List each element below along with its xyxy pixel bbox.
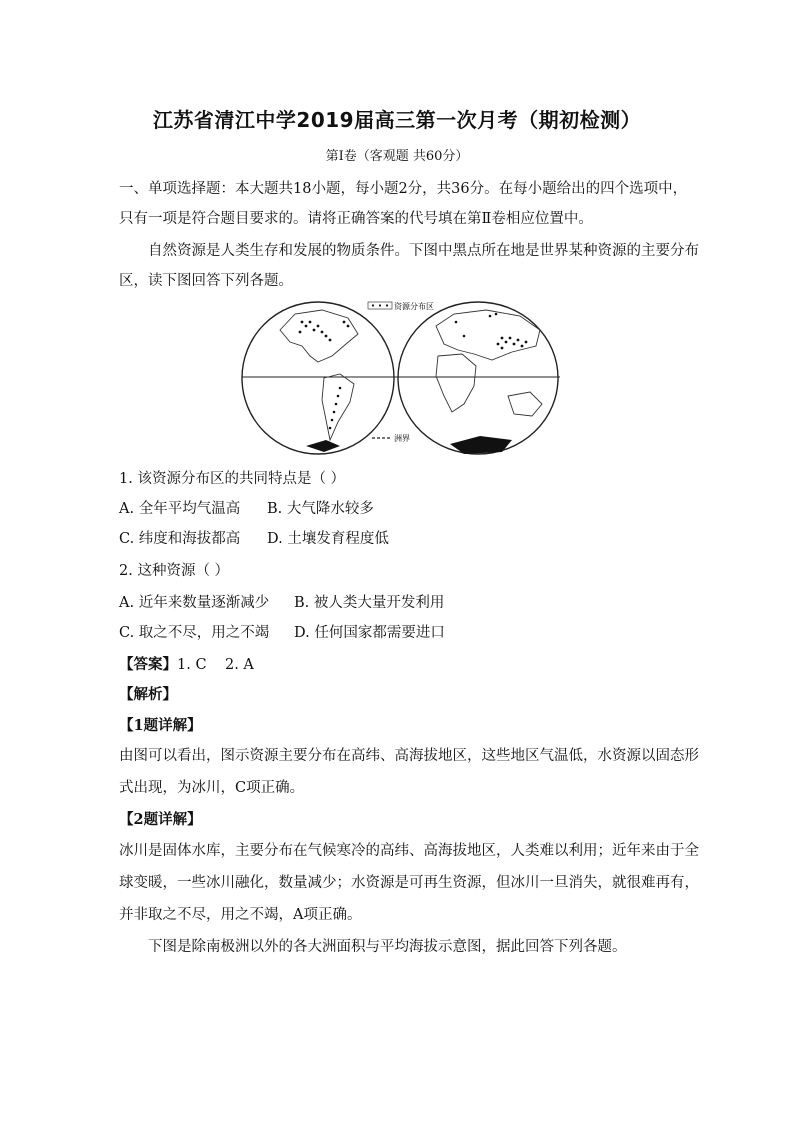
north-america-outline (280, 310, 358, 362)
africa-outline (436, 354, 476, 412)
world-map-figure (240, 300, 562, 456)
answer-text: 1. C 2. A (177, 657, 254, 673)
passage-line-1: 自然资源是人类生存和发展的物质条件。下图中黑点所在地是世界某种资源的主要分布 (148, 243, 699, 259)
detail-2-label: 【2题详解】 (119, 811, 202, 828)
australia-outline (508, 392, 542, 416)
antarctica-west-resource (306, 440, 340, 452)
detail-1-line-2: 式出现，为冰川，C项正确。 (119, 780, 305, 796)
resource-legend-label: 资源分布区 (394, 302, 434, 311)
instruction-line-2: 只有一项是符合题目要求的。请将正确答案的代号填在第Ⅱ卷相应位置中。 (119, 211, 593, 227)
analysis-label: 【解析】 (119, 686, 177, 703)
question-1-option-c: C. 纬度和海拔都高 (119, 531, 241, 547)
south-america-outline (322, 374, 354, 440)
eurasia-outline (436, 310, 540, 360)
question-2-stem: 2. 这种资源（ ） (119, 563, 230, 579)
answer-label: 【答案】 (119, 656, 177, 673)
answer-line (119, 656, 254, 674)
instruction-line-1: 一、单项选择题：本大题共18小题，每小题2分，共36分。在每小题给出的四个选项中， (119, 181, 688, 197)
detail-2-line-2: 球变暖，一些冰川融化，数量减少；水资源是可再生资源，但冰川一旦消失，就很难再有， (119, 875, 699, 891)
question-2-option-c: C. 取之不尽，用之不竭 (119, 625, 270, 641)
question-2-option-b: B. 被人类大量开发利用 (294, 595, 445, 611)
section-subtitle: 第I卷（客观题 共60分） (325, 149, 469, 164)
resource-dots (299, 313, 528, 430)
question-1-option-a: A. 全年平均气温高 (119, 501, 241, 517)
document-title: 江苏省清江中学2019届高三第一次月考（期初检测） (152, 108, 642, 132)
next-question-intro: 下图是除南极洲以外的各大洲面积与平均海拔示意图，据此回答下列各题。 (148, 939, 627, 955)
boundary-legend-label: 洲界 (394, 434, 410, 443)
question-2-option-a: A. 近年来数量逐渐减少 (119, 595, 270, 611)
eastern-hemisphere (398, 302, 558, 454)
question-2-option-d: D. 任何国家都需要进口 (294, 625, 445, 641)
detail-1-label: 【1题详解】 (119, 717, 202, 734)
detail-2-line-1: 冰川是固体水库，主要分布在气候寒冷的高纬、高海拔地区，人类难以利用；近年来由于全 (119, 843, 699, 859)
detail-1-line-1: 由图可以看出，图示资源主要分布在高纬、高海拔地区，这些地区气温低，水资源以固态形 (119, 748, 699, 764)
question-1-option-d: D. 土壤发育程度低 (267, 531, 389, 547)
antarctica-east-resource (450, 436, 512, 454)
detail-2-line-3: 并非取之不尽，用之不竭，A项正确。 (119, 907, 362, 923)
question-1-option-b: B. 大气降水较多 (267, 501, 374, 517)
question-1-stem: 1. 该资源分布区的共同特点是（ ） (119, 471, 346, 487)
passage-line-2: 区，读下图回答下列各题。 (119, 273, 293, 289)
